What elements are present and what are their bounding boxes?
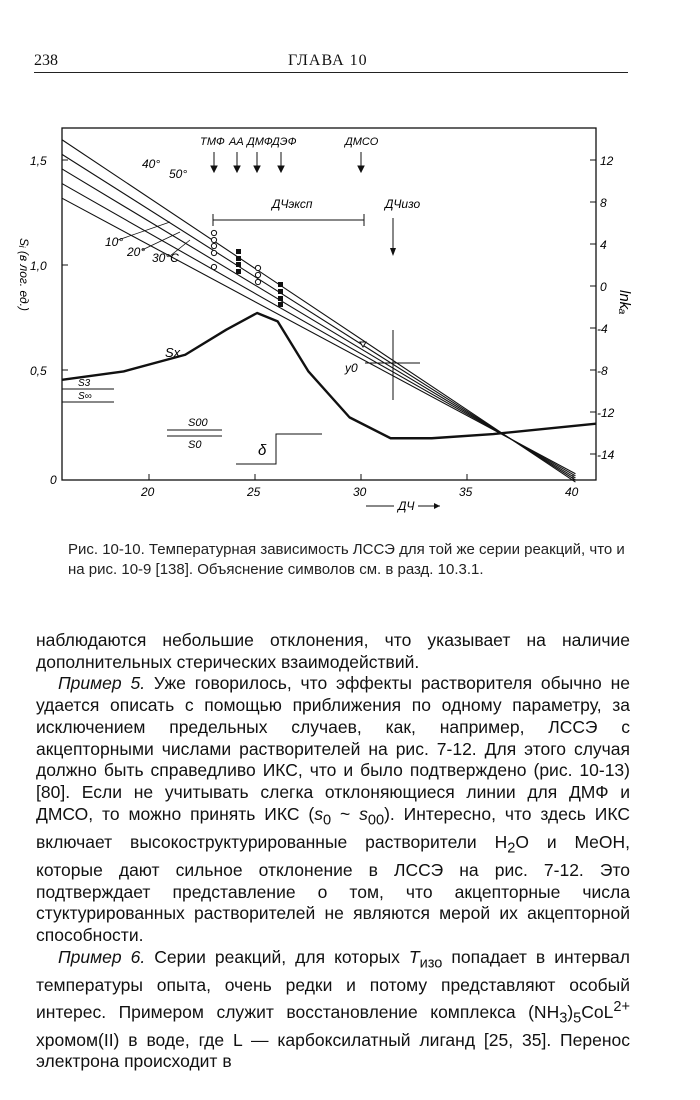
dch-iso-label: ДЧизо [385,197,421,211]
left-tick-label: 0,5 [30,364,47,378]
right-tick-label: 0 [600,280,607,294]
data-point [211,264,216,269]
data-point [211,250,216,255]
right-tick-label: -4 [597,322,608,336]
temp-label-50: 50° [169,167,188,181]
plot-frame [62,128,596,480]
dch-exp-label: ДЧэксп [272,197,313,211]
left-tick-label: 1,0 [30,259,47,273]
header-rule [34,72,628,73]
x-tick-label: 35 [459,485,473,499]
x-tick-label: 20 [141,485,155,499]
data-point [211,230,216,235]
right-tick-label: 8 [600,196,607,210]
left-axis-label: Sᵢ (в лог. ед.) [17,238,31,311]
solvent-labels [200,136,379,172]
page-header [0,0,700,80]
solvent-label-def: ДЭФ [272,136,297,148]
data-point [236,262,241,267]
page-number: 238 [34,52,58,69]
temp-label-40: 40° [142,157,161,171]
s00-label: S00 [188,417,208,429]
data-point [211,243,216,248]
s3-label: S3 [78,378,91,389]
solvent-label-aa: АА [229,136,244,148]
s0-label: S0 [188,439,202,451]
paragraph-2: Пример 5. Уже говорилось, что эффекты растворителя обычно не удается описать с помощью приближения по одному параметру, за исключением предельных случаев, как, например, ЛССЭ с акцепторными числами растворителей на рис. 7-12. Для этого случая должно быть справедливо ИКС, что и было подтверждено (рис. 10-13) [80]. Если не учитывать слегка отклоняющиеся линии для ДМФ и ДМСО, то можно принять ИКС ($s_0$ ~ $s_{00}$). Интересно, что здесь ИКС включает высокоструктурированные растворители $H_2O$ и MeOH, которые дают сильное отклонение в ЛССЭ на рис. 7-12. Это подтверждает представление о том, что акцепторные числа стуктурированных растворителей не являются мерой их акцепторной способности. [36,673,630,946]
solvent-label-dmso: ДМСО [345,136,379,148]
paragraph-1: наблюдаются небольшие отклонения, что указывает на наличие дополнительных стерических взаимодействий. [36,630,630,672]
example-5-heading: Пример 5. [58,673,146,694]
data-point [278,282,283,287]
right-tick-label: 4 [600,238,607,252]
delta-step [236,434,322,464]
x-axis-label: ДЧ [398,499,415,513]
solvent-label-dmf: ДМФ [247,136,273,148]
data-point [278,289,283,294]
data-point [255,279,260,284]
dch-iso-marker [383,197,421,256]
origin-label: 0 [50,473,57,487]
temperature-line [62,140,575,482]
temp-label-10: 10° [105,235,124,249]
body-text [36,630,630,1073]
right-tick-label: -12 [597,406,615,420]
right-axis-label: lnkₐ [616,290,633,315]
right-tick-label: -14 [597,448,615,462]
temp-label-20: 20° [127,245,146,259]
s0-legend [167,417,222,451]
left-tick-label: 1,5 [30,154,47,168]
x-tick-label: 25 [247,485,261,499]
data-point [236,249,241,254]
temp-label-30: 30°C [152,251,179,265]
right-tick-label: 12 [600,154,614,168]
solvent-label-tmf: ТМФ [200,136,225,148]
data-point [255,265,260,270]
data-point [211,237,216,242]
data-point [255,272,260,277]
figure-10-10 [0,110,700,530]
paragraph-3: Пример 6. Серии реакций, для которых $T_{изо}$ попадает в интервал температуры опыта, очень редки и потому представляют особый интерес. Примером служит восстановление комплекса $(NH_3)_5CoL^{2+}$ хромом(II) в воде, где L — карбоксилатный лиганд [25, 35]. Перенос электрона происходит в [36,946,630,1072]
data-point [236,256,241,261]
figure-caption: Рис. 10-10. Температурная зависимость ЛССЭ для той же серии реакций, что и на рис. 10-9 [138]. Объяснение символов см. в разд. 10.3.1. [68,541,625,578]
sx-curve [62,313,596,438]
chapter-title: ГЛАВА 10 [288,52,368,69]
data-point [278,302,283,307]
left-axis [17,154,68,487]
x-tick-label: 40 [565,485,579,499]
example-6-heading: Пример 6. [58,946,146,967]
x-tick-label: 30 [353,485,367,499]
s-limits-legend [62,378,114,402]
series-layer [62,140,596,482]
data-point [278,296,283,301]
sx-label: Sx [165,345,181,360]
right-tick-label: -8 [597,364,608,378]
dch-exp-bracket [213,197,364,226]
data-point [236,269,241,274]
y0-label: y0 [345,361,358,375]
data-markers [211,230,366,347]
s-inf-label: S∞ [78,391,92,402]
delta-label: δ [258,442,267,459]
